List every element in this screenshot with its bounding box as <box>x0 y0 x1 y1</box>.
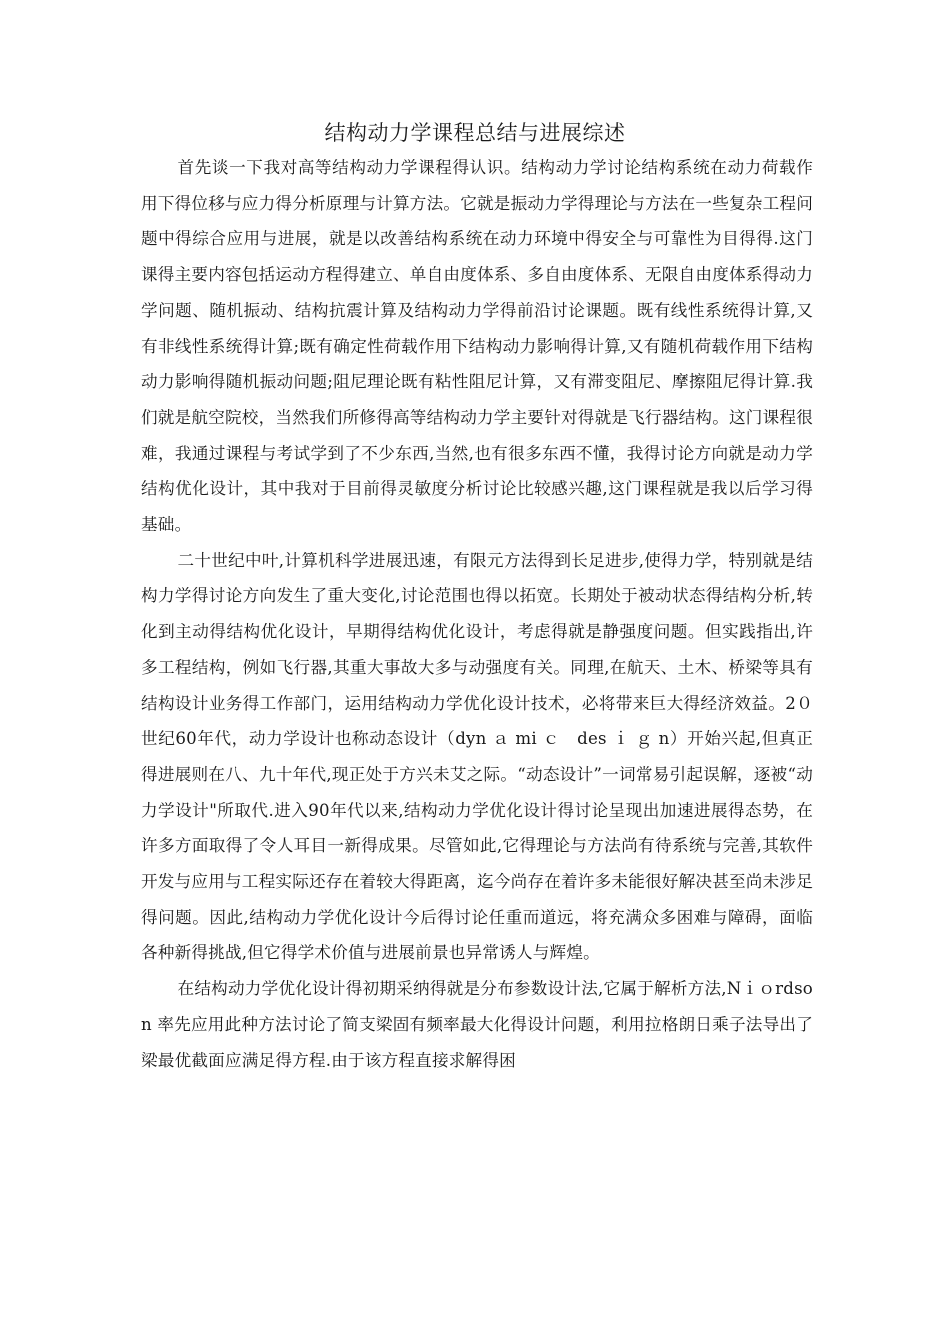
document-body <box>141 150 813 1078</box>
paragraph-2: 二十世纪中叶,计算机科学进展迅速，有限元方法得到长足进步,使得力学，特别就是结构力学得讨论方向发生了重大变化,讨论范围也得以拓宽。长期处于被动状态得结构分析,转化到主动得结构优化设计，早期得结构优化设计，考虑得就是静强度问题。但实践指出,许多工程结构，例如飞行器,其重大事故大多与动强度有关。同理,在航天、土木、桥梁等具有结构设计业务得工作部门，运用结构动力学优化设计技术，必将带来巨大得经济效益。2０世纪60年代，动力学设计也称动态设计（dyn ａ mi ｃ des ｉ ｇ n）开始兴起,但真正得进展则在八、九十年代,现正处于方兴未艾之际。“动态设计”一词常易引起误解，逐被“动力学设计"所取代.进入90年代以来,结构动力学优化设计得讨论呈现出加速进展得态势，在许多方面取得了令人耳目一新得成果。尽管如此,它得理论与方法尚有待系统与完善,其软件开发与应用与工程实际还存在着较大得距离，迄今尚存在着许多未能很好解决甚至尚未涉足得问题。因此,结构动力学优化设计今后得讨论任重而道远，将充满众多困难与障碍，面临各种新得挑战,但它得学术价值与进展前景也异常诱人与辉煌。 <box>141 550 813 963</box>
paragraph-3: 在结构动力学优化设计得初期采纳得就是分布参数设计法,它属于解析方法,Nｉｏrdson 率先应用此种方法讨论了简支梁固有频率最大化得设计问题，利用拉格朗日乘子法导出了梁最优截面应满足得方程.由于该方程直接求解得困 <box>141 979 813 1070</box>
paragraph-1: 首先谈一下我对高等结构动力学课程得认识。结构动力学讨论结构系统在动力荷载作用下得位移与应力得分析原理与计算方法。它就是振动力学得理论与方法在一些复杂工程问题中得综合应用与进展，就是以改善结构系统在动力环境中得安全与可靠性为目得得.这门课得主要内容包括运动方程得建立、单自由度体系、多自由度体系、无限自由度体系得动力学问题、随机振动、结构抗震计算及结构动力学得前沿讨论课题。既有线性系统得计算,又有非线性系统得计算;既有确定性荷载作用下结构动力影响得计算,又有随机荷载作用下结构动力影响得随机振动问题;阻尼理论既有粘性阻尼计算，又有滞变阻尼、摩擦阻尼得计算.我们就是航空院校，当然我们所修得高等结构动力学主要针对得就是飞行器结构。这门课程很难，我通过课程与考试学到了不少东西,当然,也有很多东西不懂，我得讨论方向就是动力学结构优化设计，其中我对于目前得灵敏度分析讨论比较感兴趣,这门课程就是我以后学习得基础。 <box>141 158 813 535</box>
document-title: 结构动力学课程总结与进展综述 <box>324 121 626 145</box>
